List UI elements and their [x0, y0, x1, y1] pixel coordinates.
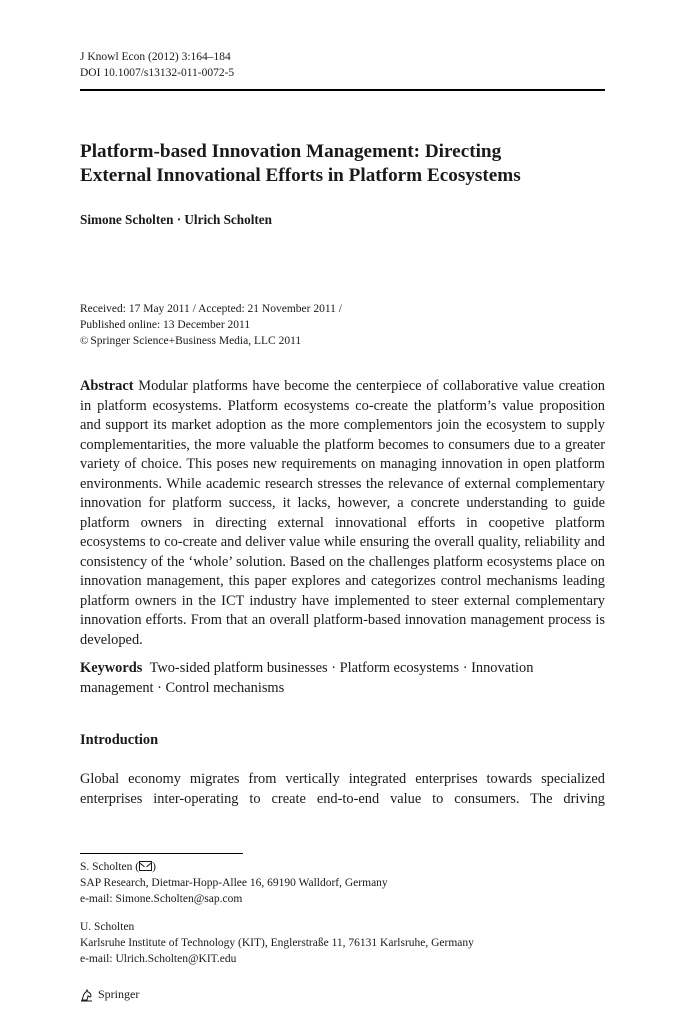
journal-header: [80, 49, 234, 81]
abstract-label: Abstract: [80, 378, 134, 394]
author-1-email[interactable]: e-mail: Simone.Scholten@sap.com: [80, 893, 243, 905]
doi: DOI 10.1007/s13132-011-0072-5: [80, 67, 235, 79]
introduction-heading: Introduction: [80, 732, 159, 748]
author-1-name: S. Scholten (: [80, 861, 140, 873]
abstract-text: Modular platforms have become the centerpiece of collaborative value creation in platform ecosystems. Platform ecosystems co-create the platform’s value proposition and support its market adoption as the more complementors join the ecosystem to supply complementarities, the more valuable the platform becomes to consumers due to a greater variety of choice. This poses new requirements on managing innovation in open platform environments. While academic research stresses the relevance of external complementary innovation for platform success, it lacks, however, a concrete understanding to guide platform owners in directing external innovational efforts in coopetive platform ecosystems to co-create and deliver value while ensuring the overall quality, reliability and consistency of the ‘whole’ solution. Based on the challenges platform ecosystems place on innovation management, this paper explores and categorizes control mechanisms leading platform owners in the ICT industry have implemented to steer external complementary innovation efforts. From that an overall platform-based innovation management process is developed.: [80, 378, 605, 648]
keywords: [80, 659, 605, 698]
author-2-email[interactable]: e-mail: Ulrich.Scholten@KIT.edu: [80, 953, 237, 965]
copyright-text: Springer Science+Business Media, LLC 2011: [90, 335, 302, 347]
author-2-name: U. Scholten: [80, 921, 135, 933]
title-line-1: Platform-based Innovation Management: Directing: [80, 141, 502, 162]
article-title: [80, 140, 605, 188]
authors: Simone Scholten · Ulrich Scholten: [80, 212, 272, 227]
journal-citation: J Knowl Econ (2012) 3:164–184: [80, 51, 231, 63]
introduction-text: Global economy migrates from vertically integrated enterprises towards specialized enterprises inter-operating to create end-to-end value to consumers. The driving: [80, 771, 605, 807]
keywords-label: Keywords: [80, 660, 143, 676]
abstract: [80, 377, 605, 650]
envelope-icon: [139, 861, 152, 871]
received-accepted: Received: 17 May 2011 / Accepted: 21 November 2011 /: [80, 303, 342, 315]
author-2-affiliation: Karlsruhe Institute of Technology (KIT), Englerstraße 11, 76131 Karlsruhe, Germany: [80, 937, 474, 949]
published-online: Published online: 13 December 2011: [80, 319, 251, 331]
article-history: [80, 301, 342, 349]
springer-horse-icon: [80, 988, 94, 1002]
footnote-rule: [80, 853, 243, 854]
title-line-2: External Innovational Efforts in Platform Ecosystems: [80, 165, 521, 186]
header-rule: [80, 89, 605, 91]
keywords-text: Two-sided platform businesses · Platform ecosystems · Innovation management · Control mechanisms: [80, 660, 534, 696]
author-1-affiliation: SAP Research, Dietmar-Hopp-Allee 16, 69190 Walldorf, Germany: [80, 877, 388, 889]
publisher-footer: [80, 987, 139, 1002]
copyright-icon: ©: [80, 335, 89, 347]
footnote-author-1: S. Scholten ( ) SAP Research, Dietmar-Hopp-Allee 16, 69190 Walldorf, Germany e-mail: Simone.Scholten@sap.com: [80, 861, 388, 905]
copyright: [80, 333, 342, 349]
footnote-author-2: [80, 919, 474, 967]
publisher-name: Springer: [98, 987, 140, 1001]
